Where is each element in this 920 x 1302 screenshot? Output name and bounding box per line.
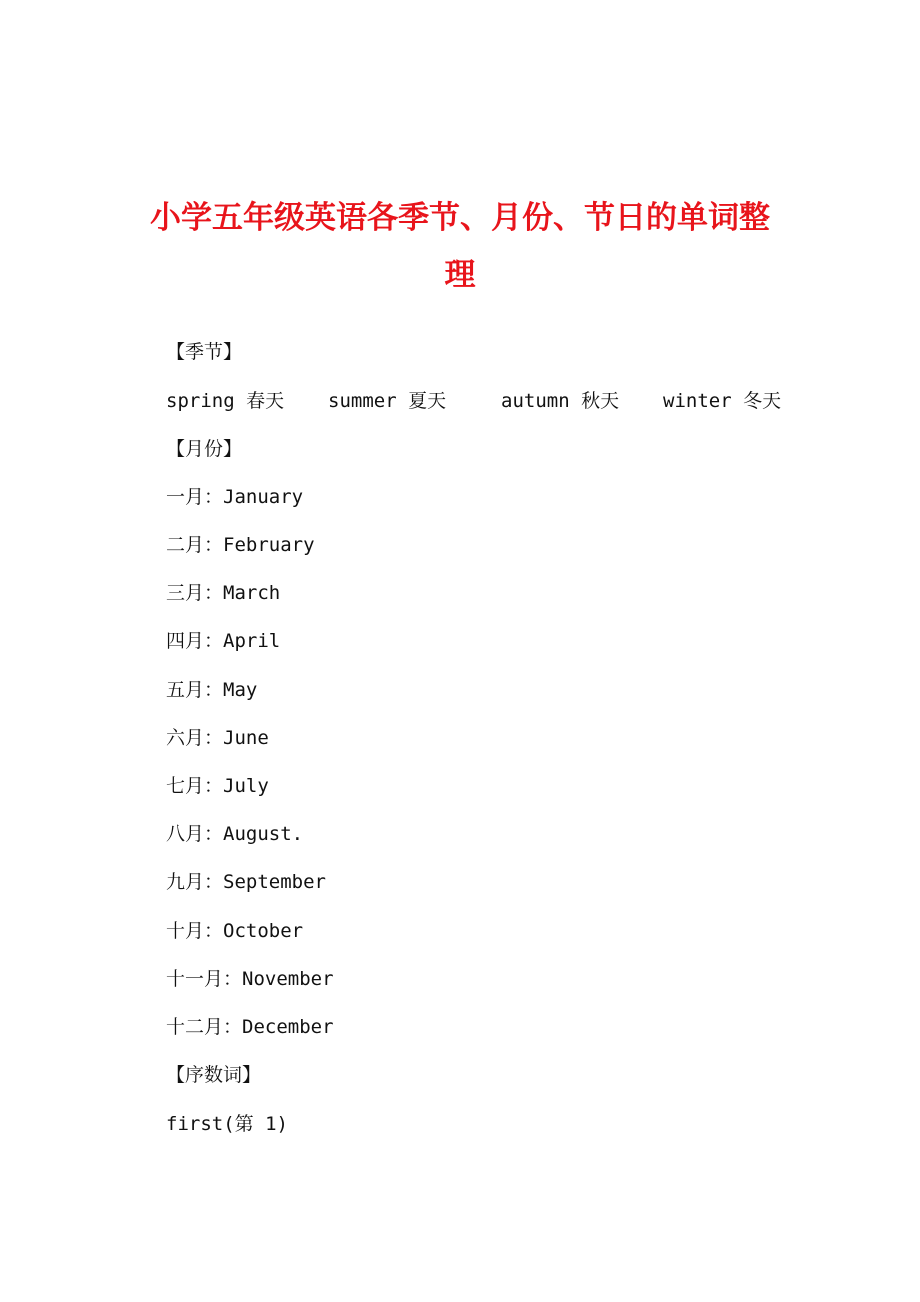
months-heading: 【月份】: [166, 438, 243, 460]
seasons-heading: 【季节】: [166, 341, 243, 363]
month-item-december: 十二月：December: [166, 1016, 334, 1038]
month-item-january: 一月：January: [166, 486, 304, 508]
month-item-april: 四月：April: [166, 630, 281, 652]
seasons-row: [166, 392, 806, 414]
season-spring: spring 春天: [166, 390, 285, 412]
month-item-february: 二月：February: [166, 534, 315, 556]
month-item-august: 八月：August.: [166, 823, 304, 845]
month-item-july: 七月：July: [166, 775, 269, 797]
month-item-june: 六月：June: [166, 727, 269, 749]
month-item-march: 三月：March: [166, 582, 281, 604]
ordinals-heading: 【序数词】: [166, 1064, 262, 1086]
month-item-september: 九月：September: [166, 871, 326, 893]
month-item-october: 十月：October: [166, 920, 304, 942]
month-item-may: 五月：May: [166, 679, 258, 701]
season-winter: winter 冬天: [663, 390, 782, 412]
month-item-november: 十一月：November: [166, 968, 334, 990]
season-autumn: autumn 秋天: [501, 390, 620, 412]
ordinal-item-first: first(第 1): [166, 1113, 288, 1135]
season-summer: summer 夏天: [328, 390, 447, 412]
document-title-line-2: 理: [444, 257, 476, 293]
document-title-line-1: 小学五年级英语各季节、月份、节日的单词整: [150, 200, 770, 236]
